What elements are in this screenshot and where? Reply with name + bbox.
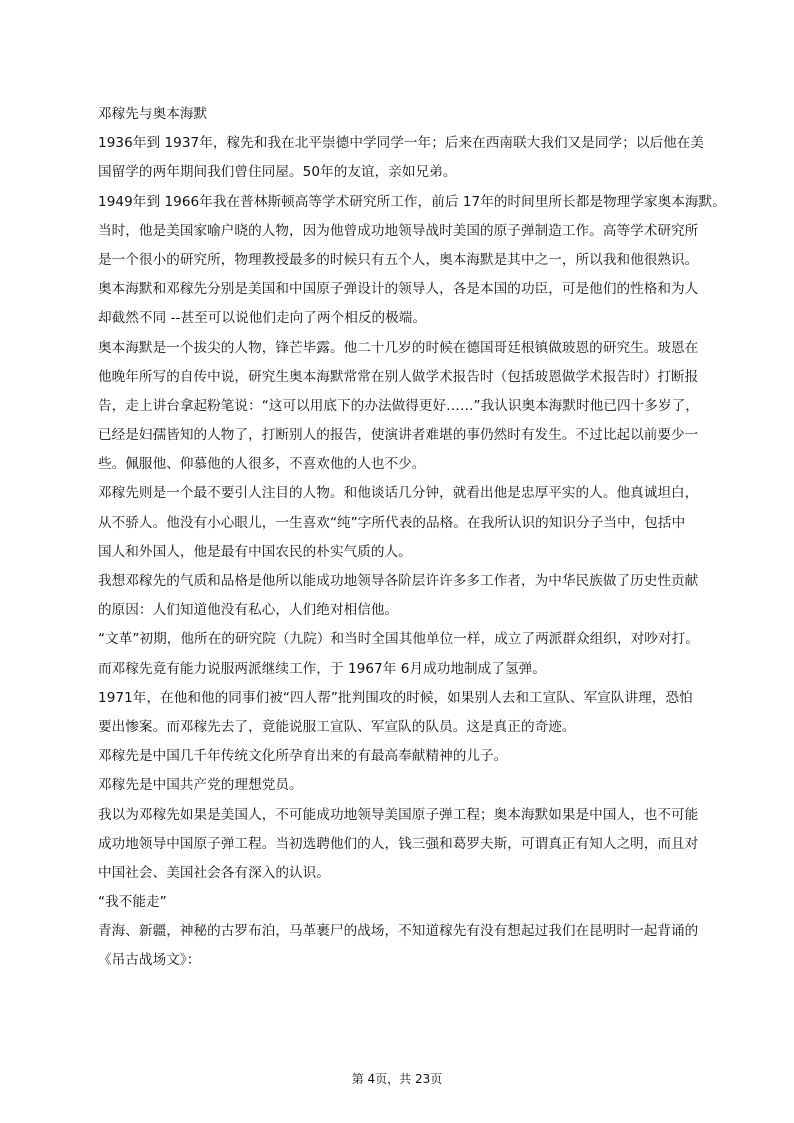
article-title: 邓稼先与奥本海默 [98, 106, 208, 122]
paragraph-line: 从不骄人。他没有小心眼儿，一生喜欢“纯”字所代表的品格。在我所认识的知识分子当中，包括中 [98, 514, 686, 531]
paragraph-line: 邓稼先是中国共产党的理想党员。 [98, 777, 303, 794]
article-body [98, 100, 730, 976]
paragraph-line: 中国社会、美国社会各有深入的认识。 [98, 864, 330, 881]
paragraph-line: 当时，他是美国家喻户晓的人物，因为他曾成功地领导战时美国的原子弹制造工作。高等学术研究所 [98, 222, 699, 239]
paragraph-line: 已经是妇孺皆知的人物了，打断别人的报告，使演讲者难堪的事仍然时有发生。不过比起以前要少一 [98, 427, 699, 444]
paragraph-line: 国人和外国人，他是最有中国农民的朴实气质的人。 [98, 543, 412, 560]
paragraph-line: 1949年到 1966年我在普林斯顿高等学术研究所工作，前后 17年的时间里所长都是物理学家奥本海默。 [98, 193, 726, 210]
paragraph-line: 《吊古战场文》： [98, 952, 201, 969]
paragraph-line: 的原因：人们知道他没有私心，人们绝对相信他。 [98, 602, 399, 619]
paragraph-line: 邓稼先是中国几千年传统文化所孕育出来的有最高奉献精神的儿子。 [98, 748, 508, 765]
paragraph-line: 他晚年所写的自传中说，研究生奥本海默常常在别人做学术报告时（包括玻恩做学术报告时）打断报 [98, 368, 699, 385]
paragraph-line: 我想邓稼先的气质和品格是他所以能成功地领导各阶层许许多多工作者，为中华民族做了历史性贡献 [98, 573, 699, 589]
paragraph-line: 成功地领导中国原子弹工程。当初选聘他们的人，钱三强和葛罗夫斯，可谓真正有知人之明，而且对 [98, 835, 699, 852]
paragraph-line: 1971年，在他和他的同事们被“四人帮”批判围攻的时候，如果别人去和工宣队、军宣队讲理，恐怕 [98, 689, 693, 706]
paragraph-line: 国留学的两年期间我们曾住同屋。50年的友谊，亲如兄弟。 [98, 164, 457, 181]
paragraph-line: 邓稼先则是一个最不要引人注目的人物。和他谈话几分钟，就看出他是忠厚平实的人。他真诚坦白， [98, 485, 699, 502]
paragraph-line: 奥本海默是一个拔尖的人物，锋芒毕露。他二十几岁的时候在德国哥廷根镇做玻恩的研究生。玻恩在 [98, 339, 699, 356]
paragraph-line: 些。佩服他、仰慕他的人很多，不喜欢他的人也不少。 [98, 456, 426, 473]
paragraph-line: 奥本海默和邓稼先分别是美国和中国原子弹设计的领导人，各是本国的功臣，可是他们的性格和为人 [98, 281, 699, 298]
paragraph-line: 而邓稼先竟有能力说服两派继续工作，于 1967年 6月成功地制成了氢弹。 [98, 660, 546, 677]
paragraph-line: 1936年到 1937年，稼先和我在北平崇德中学同学一年；后来在西南联大我们又是同学；以后他在美 [98, 135, 705, 152]
page-number-footer: 第 4页，共 23页 [351, 1072, 443, 1086]
paragraph-line: 是一个很小的研究所，物理教授最多的时候只有五个人，奥本海默是其中之一，所以我和他很熟识。 [98, 251, 699, 268]
section-heading: “我不能走” [98, 894, 167, 911]
paragraph-line: 我以为邓稼先如果是美国人，不可能成功地领导美国原子弹工程；奥本海默如果是中国人，也不可能 [98, 806, 699, 823]
paragraph-line: 告，走上讲台拿起粉笔说：“这可以用底下的办法做得更好……”我认识奥本海默时他已四十多岁了， [98, 397, 699, 414]
paragraph-line: 却截然不同 --甚至可以说他们走向了两个相反的极端。 [98, 310, 427, 327]
paragraph-line: 青海、新疆，神秘的古罗布泊，马革裹尸的战场，不知道稼先有没有想起过我们在昆明时一起背诵的 [98, 923, 699, 940]
paragraph-line: “文革”初期，他所在的研究院（九院）和当时全国其他单位一样，成立了两派群众组织，对吵对打。 [98, 631, 699, 648]
paragraph-line: 要出惨案。而邓稼先去了，竟能说服工宣队、军宣队的队员。这是真正的奇迹。 [98, 718, 576, 735]
